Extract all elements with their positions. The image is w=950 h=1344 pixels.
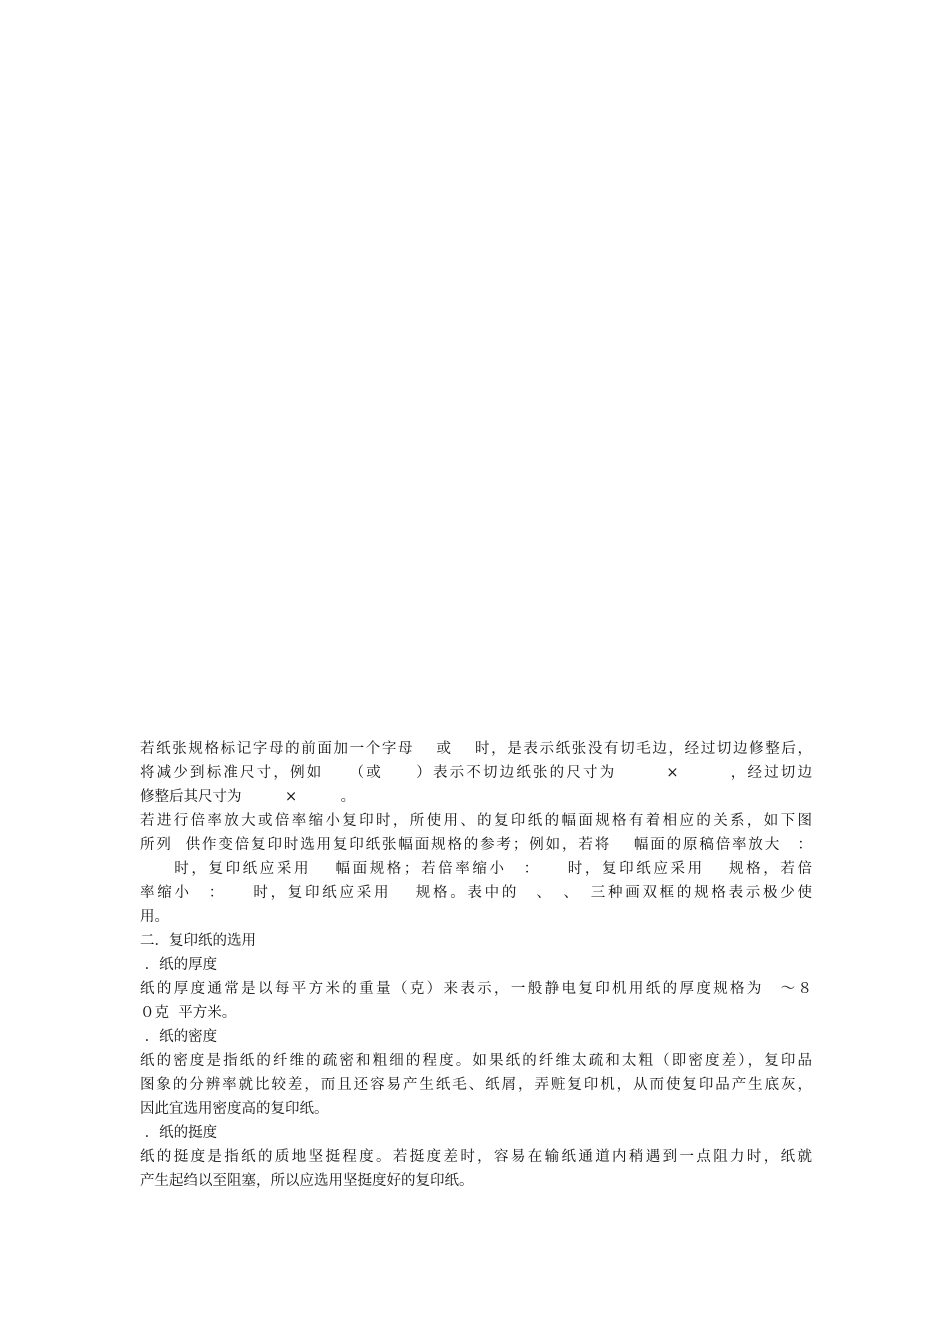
paragraph-line: ０克 平方米。 bbox=[140, 1005, 237, 1021]
paragraph-line: 将减少到标准尺寸，例如 （或 ）表示不切边纸张的尺寸为 × ，经过切边 bbox=[140, 765, 812, 781]
paragraph-line: 用。 bbox=[140, 909, 169, 925]
paragraph-line: 产生起绉以至阻塞，所以应选用坚挺度好的复印纸。 bbox=[140, 1173, 474, 1189]
paragraph-line: 时，复印纸应采用 幅面规格；若倍率缩小 ： 时，复印纸应采用 规格，若倍 bbox=[140, 861, 812, 877]
document-body bbox=[140, 737, 812, 1193]
subsection-heading: ．纸的密度 bbox=[140, 1029, 218, 1045]
subsection-heading: ．纸的挺度 bbox=[140, 1125, 218, 1141]
paragraph-line: 纸的挺度是指纸的质地坚挺程度。若挺度差时，容易在输纸通道内稍遇到一点阻力时，纸就 bbox=[140, 1149, 812, 1165]
paragraph-line: 率缩小 ： 时，复印纸应采用 规格。表中的 、 、 三种画双框的规格表示极少使 bbox=[140, 885, 812, 901]
paragraph-line: 所列 供作变倍复印时选用复印纸张幅面规格的参考；例如，若将 幅面的原稿倍率放大 ： bbox=[140, 837, 812, 853]
section-heading: 二．复印纸的选用 bbox=[140, 933, 256, 949]
paragraph-line: 修整后其尺寸为 × 。 bbox=[140, 789, 356, 805]
paragraph-line: 因此宜选用密度高的复印纸。 bbox=[140, 1101, 329, 1117]
paragraph-line: 图象的分辨率就比较差，而且还容易产生纸毛、纸屑，弄赃复印机，从而使复印品产生底灰， bbox=[140, 1077, 812, 1093]
paragraph-line: 若进行倍率放大或倍率缩小复印时，所使用、的复印纸的幅面规格有着相应的关系，如下图 bbox=[140, 813, 812, 829]
paragraph-line: 纸的密度是指纸的纤维的疏密和粗细的程度。如果纸的纤维太疏和太粗（即密度差），复印品 bbox=[140, 1053, 812, 1069]
subsection-heading: ．纸的厚度 bbox=[140, 957, 218, 973]
paragraph-line: 若纸张规格标记字母的前面加一个字母 或 时，是表示纸张没有切毛边，经过切边修整后， bbox=[140, 741, 812, 757]
paragraph-line: 纸的厚度通常是以每平方米的重量（克）来表示，一般静电复印机用纸的厚度规格为 ～８ bbox=[140, 981, 812, 997]
